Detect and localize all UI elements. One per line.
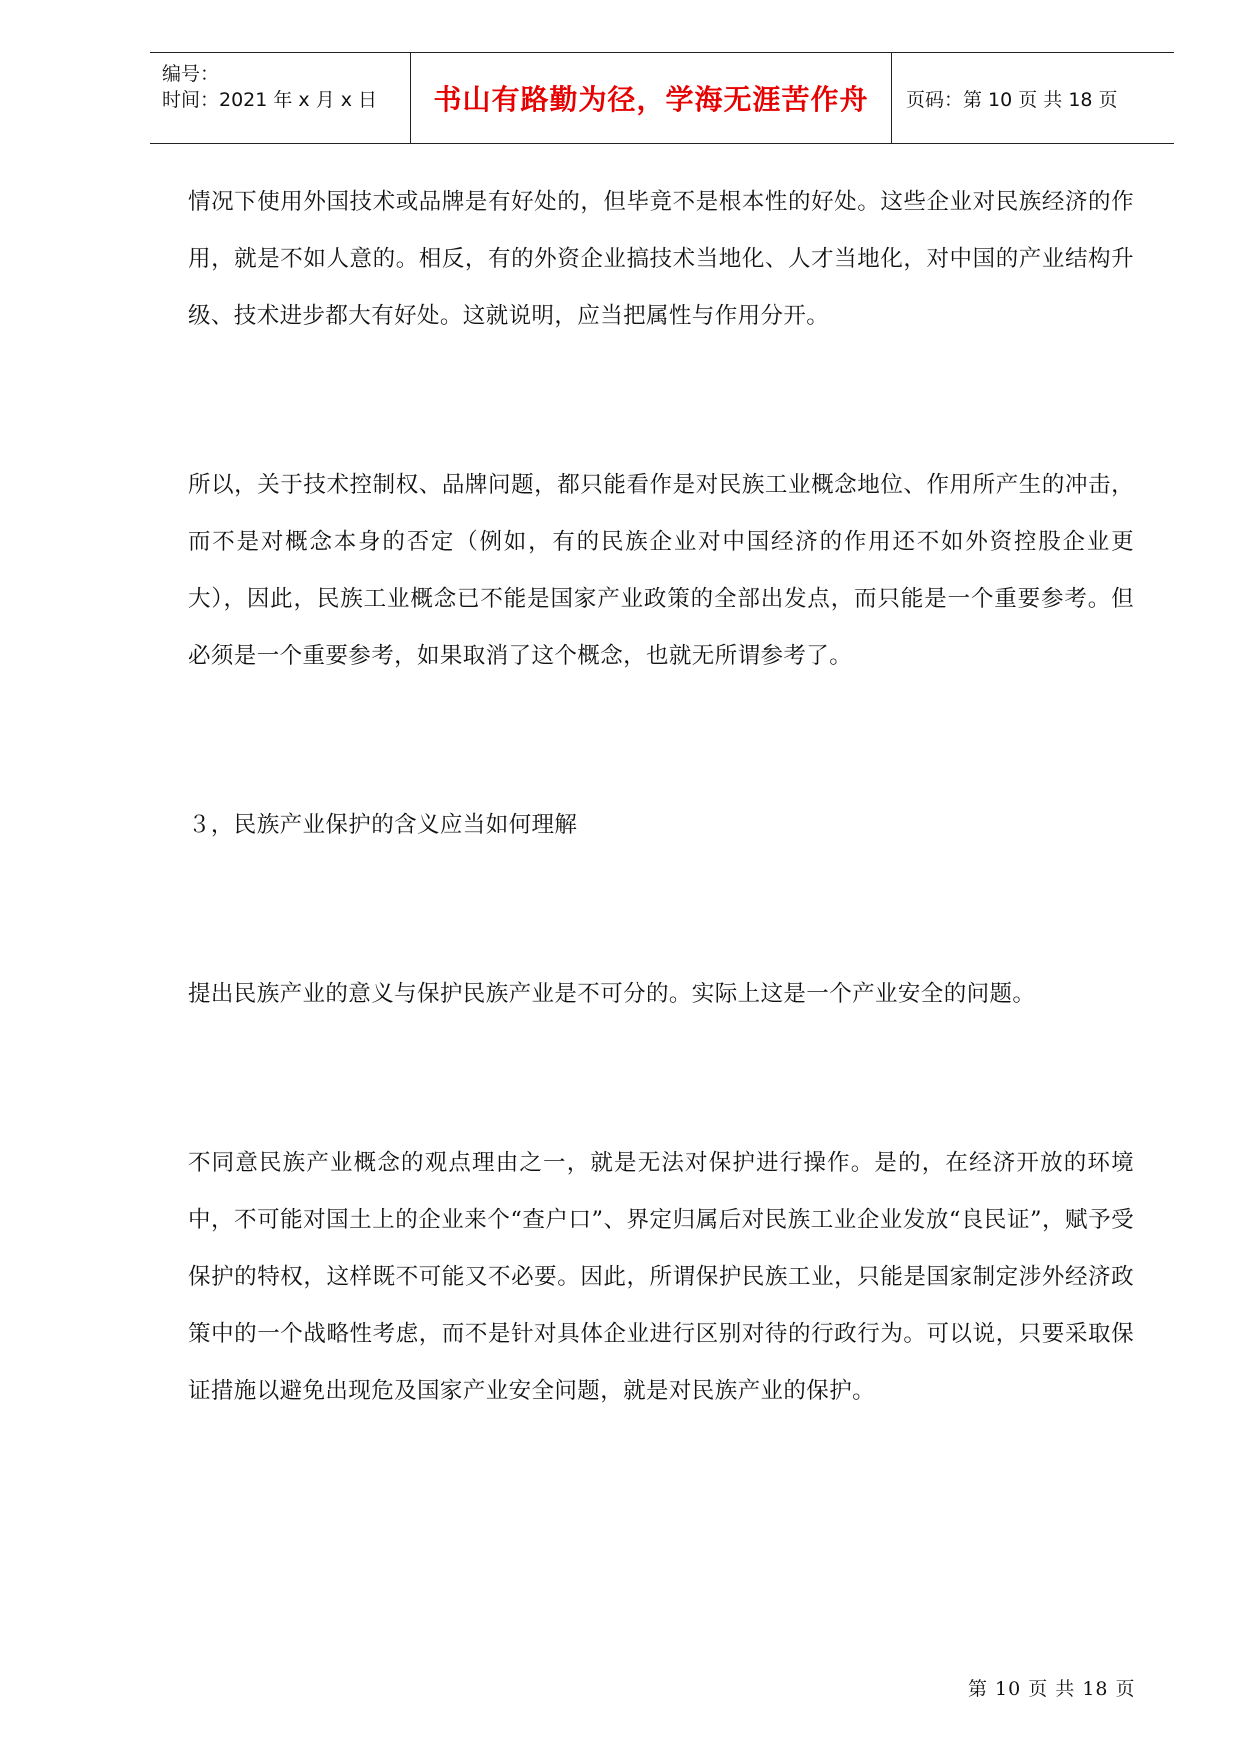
paragraph: 所以，关于技术控制权、品牌问题，都只能看作是对民族工业概念地位、作用所产生的冲击，而不是对概念本身的否定（例如，有的民族企业对中国经济的作用还不如外资控股企业更大），因此，民族工业概念已不能是国家产业政策的全部出发点，而只能是一个重要参考。但必须是一个重要参考，如果取消了这个概念，也就无所谓参考了。	[188, 472, 1134, 669]
paragraph: 提出民族产业的意义与保护民族产业是不可分的。实际上这是一个产业安全的问题。	[188, 981, 1036, 1007]
header-meta-cell	[150, 53, 410, 143]
page-footer: 第 10 页 共 18 页	[968, 1678, 1136, 1700]
serial-label: 编号：	[162, 63, 220, 85]
section-heading: ３，民族产业保护的含义应当如何理解	[188, 812, 578, 838]
date-label: 时间：2021 年 x 月 x 日	[162, 89, 378, 111]
paragraph: 不同意民族产业概念的观点理由之一，就是无法对保护进行操作。是的，在经济开放的环境中，不可能对国土上的企业来个“查户口”、界定归属后对民族工业企业发放“良民证”，赋予受保护的特权，这样既不可能又不必要。因此，所谓保护民族工业，只能是国家制定涉外经济政策中的一个战略性考虑，而不是针对具体企业进行区别对待的行政行为。可以说，只要采取保证措施以避免出现危及国家产业安全问题，就是对民族产业的保护。	[188, 1150, 1134, 1404]
header-motto-cell	[410, 53, 892, 143]
motto-text: 书山有路勤为径，学海无涯苦作舟	[433, 83, 869, 116]
paragraph: 情况下使用外国技术或品牌是有好处的，但毕竟不是根本性的好处。这些企业对民族经济的作用，就是不如人意的。相反，有的外资企业搞技术当地化、人才当地化，对中国的产业结构升级、技术进步都大有好处。这就说明，应当把属性与作用分开。	[188, 189, 1134, 329]
header-page-label: 页码：第 10 页 共 18 页	[906, 88, 1118, 111]
header-page-cell	[892, 53, 1174, 143]
page-header	[150, 52, 1174, 144]
document-body	[188, 174, 1134, 1420]
